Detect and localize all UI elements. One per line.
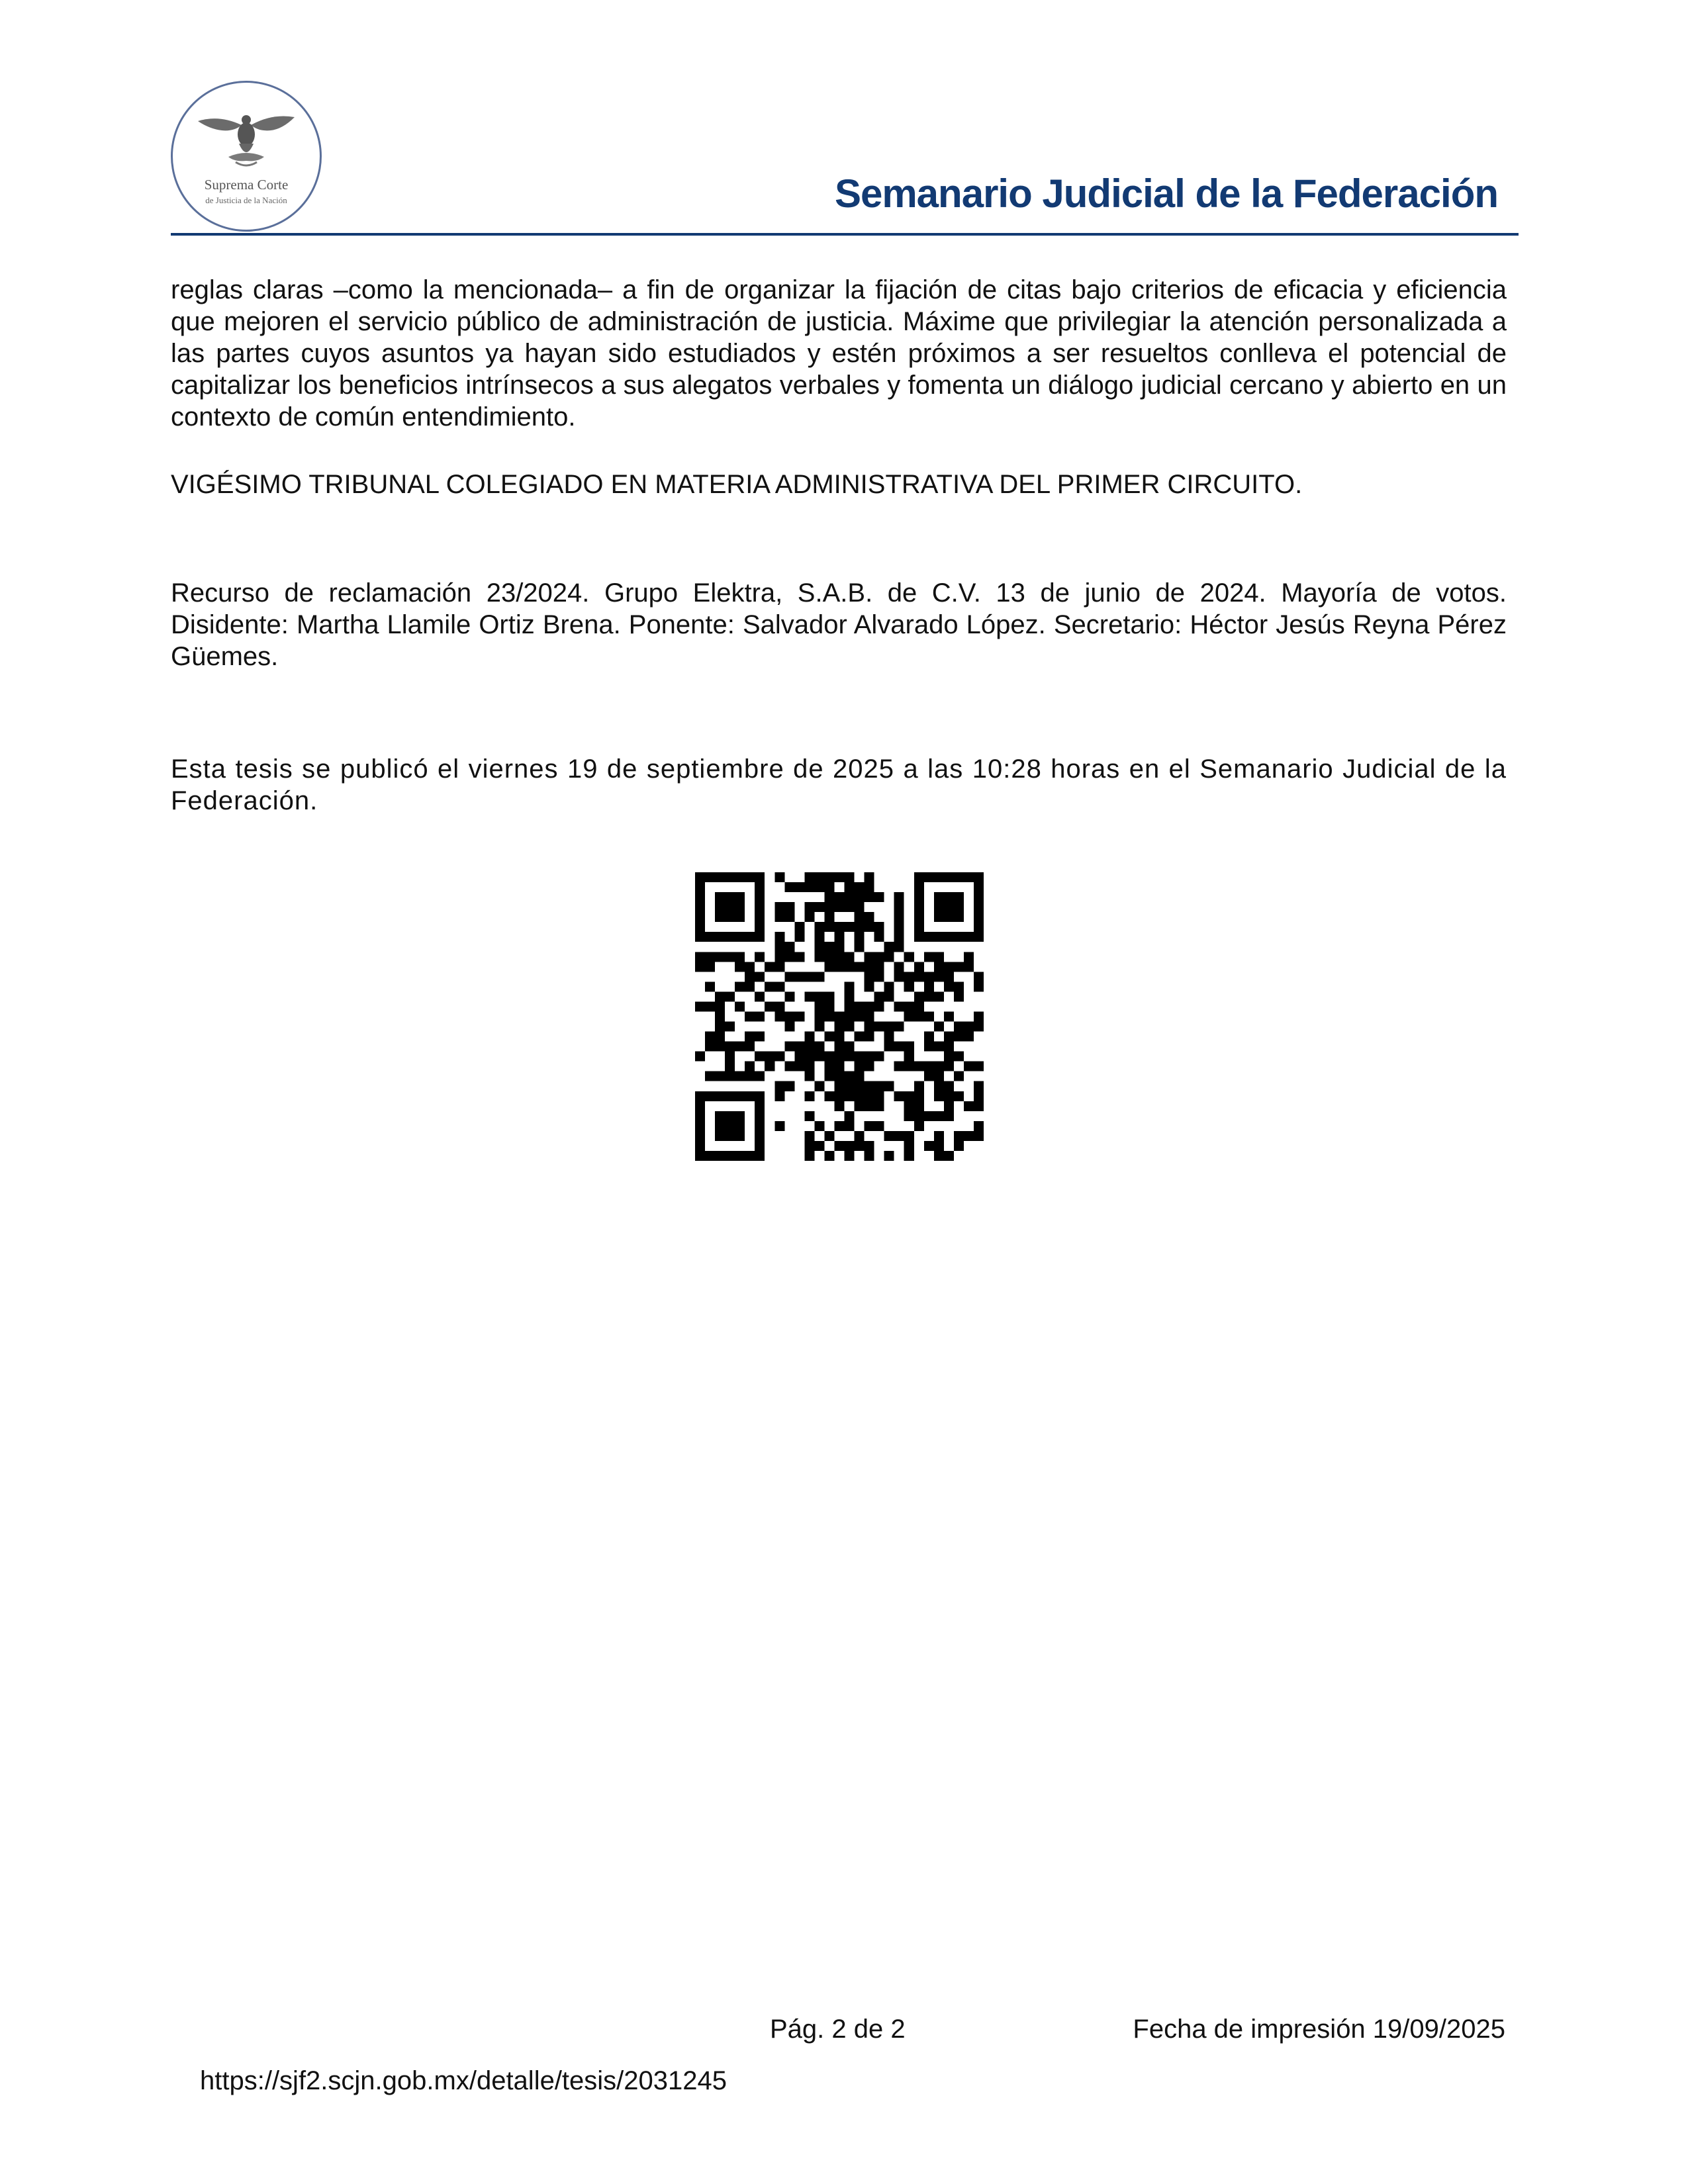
precedent-paragraph: Recurso de reclamación 23/2024. Grupo Elektra, S.A.B. de C.V. 13 de junio de 2024. Mayoría de votos. Disidente: Martha Llamile Ortiz Brena. Ponente: Salvador Alvarado López. Secretario: Héctor Jesús Reyna Pérez Güemes. <box>171 578 1507 671</box>
site-title: Semanario Judicial de la Federación <box>834 171 1498 216</box>
eagle-icon <box>173 83 320 230</box>
document-url[interactable]: https://sjf2.scjn.gob.mx/detalle/tesis/2031245 <box>200 2066 727 2095</box>
page-number: Pág. 2 de 2 <box>770 2015 906 2044</box>
print-date: Fecha de impresión 19/09/2025 <box>1133 2015 1505 2044</box>
qr-code-icon <box>695 872 984 1161</box>
header-divider <box>171 233 1519 236</box>
scjn-logo <box>171 81 322 232</box>
publication-note: Esta tesis se publicó el viernes 19 de septiembre de 2025 a las 10:28 horas en el Semanario Judicial de la Federación. <box>171 754 1507 815</box>
court-name: VIGÉSIMO TRIBUNAL COLEGIADO EN MATERIA ADMINISTRATIVA DEL PRIMER CIRCUITO. <box>171 470 1303 499</box>
body-paragraph: reglas claras –como la mencionada– a fin de organizar la fijación de citas bajo criterios de eficacia y eficiencia que mejoren el servicio público de administración de justicia. Máxime que privilegiar la atención personalizada a las partes cuyos asuntos ya hayan sido estudiados y estén próximos a ser resueltos conlleva el potencial de capitalizar los beneficios intrínsecos a sus alegatos verbales y fomenta un diálogo judicial cercano y abierto en un contexto de común entendimiento. <box>171 275 1507 432</box>
logo-subtitle: de Justicia de la Nación <box>205 195 287 205</box>
logo-title: Suprema Corte <box>204 177 289 193</box>
